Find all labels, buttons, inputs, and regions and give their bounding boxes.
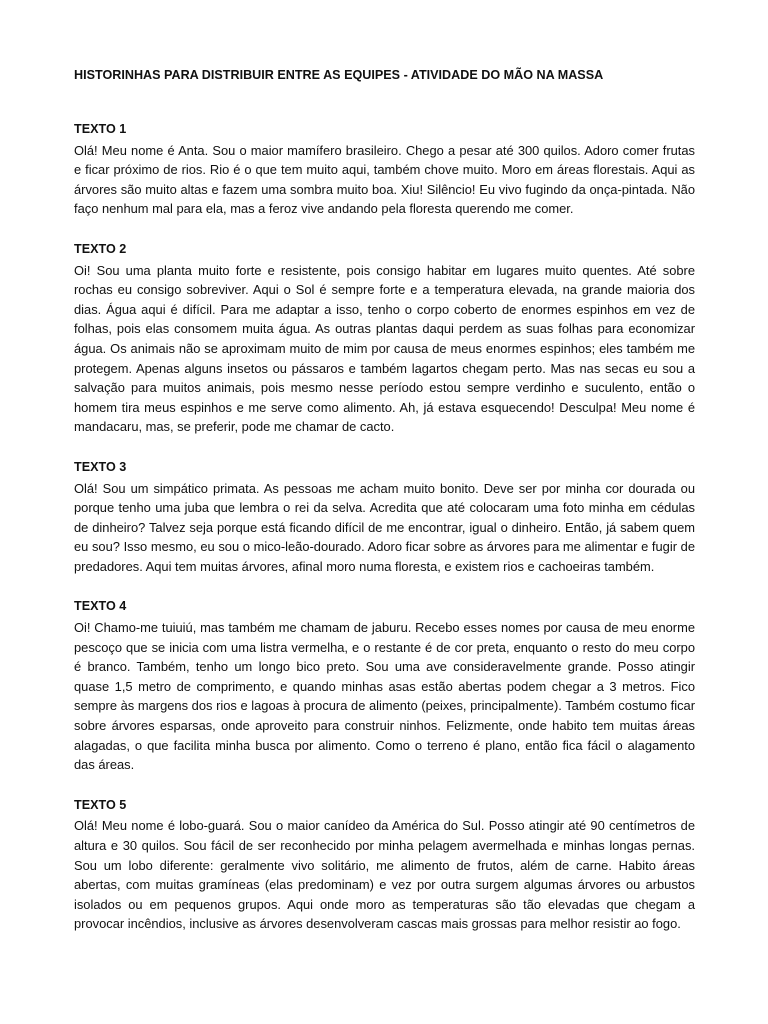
text-section-2 [74,240,695,437]
section-body: Olá! Sou um simpático primata. As pessoas me acham muito bonito. Deve ser por minha cor dourada ou porque tenho uma juba que lembra o rei da selva. Acredita que até colocaram uma foto minha em cédulas de dinheiro? Talvez seja porque está ficando difícil de me encontrar, igual o dinheiro. Então, já sabem quem eu sou? Isso mesmo, eu sou o mico-leão-dourado. Adoro ficar sobre as árvores para me alimentar e fugir de predadores. Aqui tem muitas árvores, afinal moro numa floresta, e existem rios e cachoeiras também. [74,480,695,574]
section-body: Olá! Meu nome é lobo-guará. Sou o maior canídeo da América do Sul. Posso atingir até 90 centímetros de altura e 30 quilos. Sou fácil de ser reconhecido por minha pelagem avermelhada e minhas longas pernas. Sou um lobo diferente: geralmente vivo solitário, me alimento de frutos, além de carne. Habito áreas abertas, com muitas gramíneas (elas predominam) e vez por outra surgem algumas árvores ou arbustos isolados ou em pequenos grupos. Aqui onde moro as temperaturas são tão elevadas que chegam a provocar incêndios, inclusive as árvores desenvolveram cascas mais grossas para melhor resistir ao fogo. [74,818,695,932]
text-section-3 [74,458,695,577]
text-section-4 [74,597,695,774]
section-body: Olá! Meu nome é Anta. Sou o maior mamífero brasileiro. Chego a pesar até 300 quilos. Adoro comer frutas e ficar próximo de rios. Rio é o que tem muito aqui, também chove muito. Moro em áreas florestais. Aqui as árvores são muito altas e fazem uma sombra muito boa. Xiu! Silêncio! Eu vivo fugindo da onça-pintada. Não faço nenhum mal para ela, mas a feroz vive andando pela floresta querendo me comer. [74,142,695,217]
document-title: HISTORINHAS PARA DISTRIBUIR ENTRE AS EQUIPES - ATIVIDADE DO MÃO NA MASSA [74,68,604,82]
section-heading: TEXTO 2 [74,241,127,256]
text-section-5 [74,796,695,934]
section-heading: TEXTO 5 [74,797,127,812]
section-heading: TEXTO 1 [74,122,127,136]
document-page [74,66,695,955]
section-body: Oi! Chamo-me tuiuiú, mas também me chamam de jaburu. Recebo esses nomes por causa de meu enorme pescoço que se inicia com uma listra vermelha, e o restante é de cor preta, enquanto o resto do meu corpo é branco. Também, tenho um longo bico preto. Sou uma ave consideravelmente grande. Posso atingir quase 1,5 metro de comprimento, e quando minhas asas estão abertas podem chegar a 3 metros. Fico sempre às margens dos rios e lagoas à procura de alimento (peixes, principalmente). Também costumo ficar sobre árvores esparsas, onde aproveito para construir ninhos. Felizmente, onde habito tem muitas áreas alagadas, o que facilita minha busca por alimento. Como o terreno é plano, então fica fácil o alagamento das áreas. [74,620,695,773]
section-body: Oi! Sou uma planta muito forte e resistente, pois consigo habitar em lugares muito quentes. Até sobre rochas eu consigo sobreviver. Aqui o Sol é sempre forte e a temperatura elevada, na grande maioria dos dias. Água aqui é difícil. Para me adaptar a isso, tenho o corpo coberto de enormes espinhos em vez de folhas, pois elas consomem muita água. As outras plantas daqui perdem as suas folhas para economizar água. Os animais não se aproximam muito de mim por causa de meus enormes espinhos; eles também me protegem. Apenas alguns insetos ou pássaros e também lagartos chegam perto. Mas nas secas eu sou a salvação para muitos animais, pois mesmo nesse período estou sempre verdinho e suculento, então o homem tira meus espinhos e me serve como alimento. Ah, já estava esquecendo! Desculpa! Meu nome é mandacaru, mas, se preferir, pode me chamar de cacto. [74,262,695,435]
section-heading: TEXTO 3 [74,459,127,474]
section-heading: TEXTO 4 [74,599,127,614]
text-section-1 [74,120,695,219]
